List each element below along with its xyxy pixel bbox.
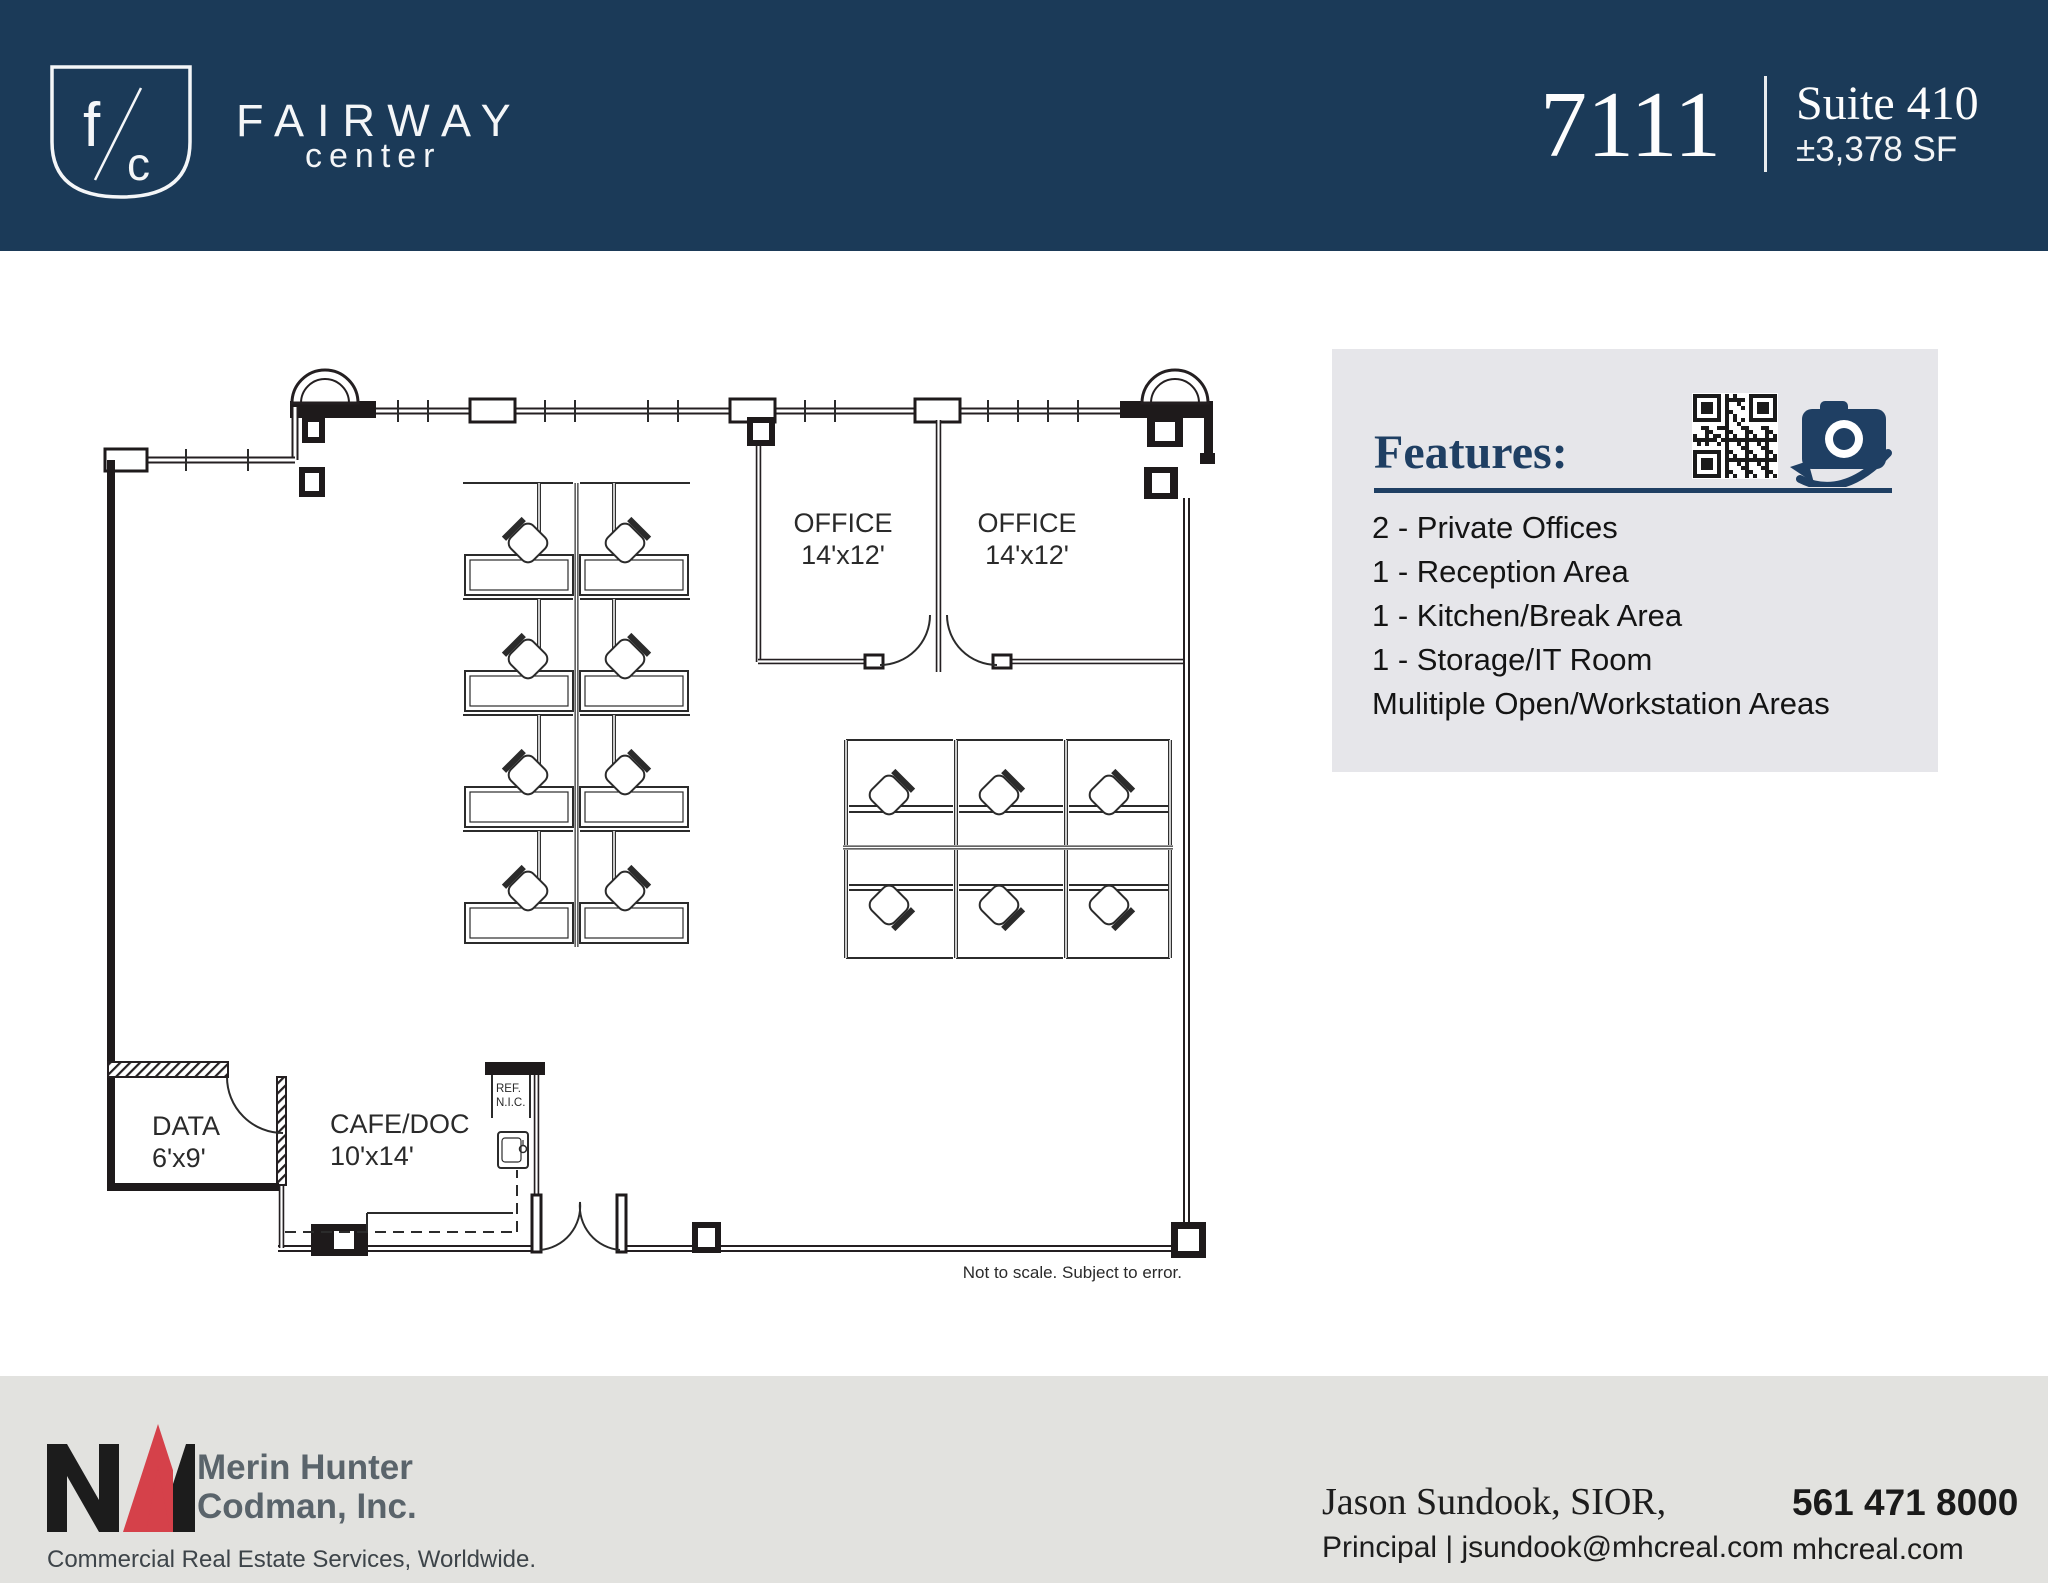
floor-plan	[80, 250, 1260, 1320]
ref-label-2: N.I.C.	[496, 1097, 526, 1109]
phone-number: 561 471 8000	[1792, 1482, 2019, 1523]
feature-item: Mulitiple Open/Workstation Areas	[1372, 686, 1830, 721]
features-list	[1372, 506, 1830, 726]
workstations-left	[463, 483, 690, 947]
feature-item: 1 - Reception Area	[1372, 554, 1629, 589]
chair-icon	[976, 770, 1024, 818]
brand-subname: center	[305, 137, 442, 175]
chair-icon	[602, 634, 650, 682]
suite-size: ±3,378 SF	[1796, 130, 1958, 169]
data-room-label: DATA	[152, 1111, 221, 1141]
chair-icon	[602, 518, 650, 566]
nai-logo-icon	[47, 1422, 197, 1534]
feature-item: 1 - Kitchen/Break Area	[1372, 598, 1683, 633]
plan-labels	[152, 508, 1182, 1282]
office-right-dims: 14'x12'	[985, 540, 1069, 570]
website-link[interactable]: mhcreal.com	[1792, 1533, 1964, 1566]
fairway-shield-logo-icon	[49, 64, 193, 200]
chair-icon	[503, 518, 551, 566]
chair-icon	[602, 750, 650, 798]
agent-title-email[interactable]: Principal | jsundook@mhcreal.com	[1322, 1531, 1784, 1564]
agent-name: Jason Sundook, SIOR,	[1322, 1481, 1667, 1523]
data-room-dims: 6'x9'	[152, 1143, 206, 1173]
features-panel	[1332, 349, 1938, 772]
chair-icon	[503, 750, 551, 798]
cafe-dims: 10'x14'	[330, 1141, 414, 1171]
header-band	[0, 0, 2048, 251]
exterior-walls	[105, 370, 1215, 1249]
office-right-label: OFFICE	[977, 508, 1077, 538]
features-title: Features:	[1374, 426, 1568, 479]
office-left-door-swing	[880, 615, 930, 665]
office-left-dims: 14'x12'	[801, 540, 885, 570]
brand-name: FAIRWAY	[236, 95, 524, 146]
feature-item: 2 - Private Offices	[1372, 510, 1618, 545]
building-number: 7111	[1540, 73, 1722, 177]
monogram-c: c	[127, 138, 150, 190]
chair-icon	[866, 770, 914, 818]
workstations-right	[843, 740, 1173, 958]
chair-icon	[503, 866, 551, 914]
company-name: Merin Hunter Codman, Inc.	[197, 1448, 417, 1526]
feature-item: 1 - Storage/IT Room	[1372, 642, 1653, 677]
office-right-door-swing	[947, 615, 997, 665]
disclaimer: Not to scale. Subject to error.	[962, 1263, 1182, 1282]
footer-band	[0, 1376, 2048, 1583]
suite-entry-doors	[532, 1195, 626, 1252]
cafe-label: CAFE/DOC	[330, 1109, 470, 1139]
chair-icon	[1086, 770, 1134, 818]
data-door-swing	[227, 1077, 283, 1133]
suite-label: Suite 410	[1796, 77, 1979, 130]
chair-icon	[602, 866, 650, 914]
qr-code-icon	[1692, 393, 1778, 479]
ref-label-1: REF.	[496, 1083, 521, 1095]
camera-icon	[1788, 395, 1898, 492]
header-divider	[1764, 76, 1767, 172]
monogram-f: f	[83, 91, 101, 160]
company-tagline: Commercial Real Estate Services, Worldwide.	[47, 1546, 537, 1573]
chair-icon	[503, 634, 551, 682]
office-left-label: OFFICE	[793, 508, 893, 538]
